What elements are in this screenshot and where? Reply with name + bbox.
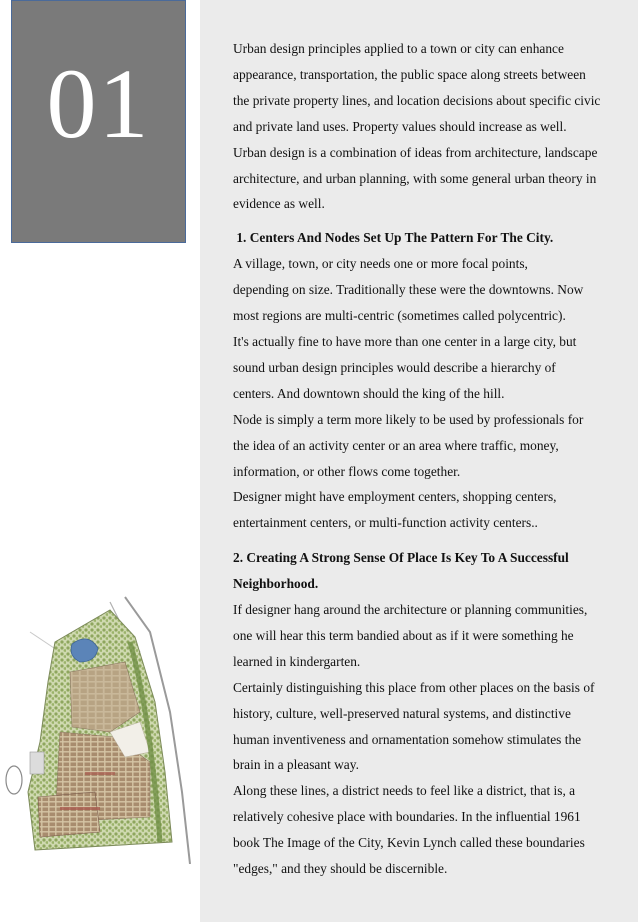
body-line: Node is simply a term more likely to be used by professionals for bbox=[233, 411, 584, 427]
body-line: the idea of an activity center or an area where traffic, money, bbox=[233, 437, 559, 453]
page-number-box bbox=[11, 0, 186, 243]
section-heading: 2. Creating A Strong Sense Of Place Is Key To A Successful bbox=[233, 550, 569, 566]
intro-paragraph bbox=[233, 36, 633, 217]
body-line: entertainment centers, or multi-function activity centers.. bbox=[233, 515, 538, 531]
article-text bbox=[233, 36, 633, 882]
body-line: If designer hang around the architecture or planning communities, bbox=[233, 602, 588, 618]
body-line: brain in a pleasant way. bbox=[233, 757, 359, 773]
body-line: depending on size. Traditionally these were the downtowns. Now bbox=[233, 282, 584, 298]
section-heading: 1. Centers And Nodes Set Up The Pattern For The City. bbox=[233, 230, 554, 246]
body-line: human inventiveness and ornamentation somehow stimulates the bbox=[233, 731, 582, 747]
intro-line: Urban design is a combination of ideas from architecture, landscape bbox=[233, 144, 598, 160]
body-line: Certainly distinguishing this place from other places on the basis of bbox=[233, 679, 595, 695]
body-line: centers. And downtown should the king of the hill. bbox=[233, 385, 505, 401]
intro-line: architecture, and urban planning, with some general urban theory in bbox=[233, 170, 597, 186]
section-heading: Neighborhood. bbox=[233, 576, 319, 592]
body-line: Designer might have employment centers, shopping centers, bbox=[233, 489, 557, 505]
body-line: book The Image of the City, Kevin Lynch called these boundaries bbox=[233, 835, 585, 851]
intro-line: evidence as well. bbox=[233, 196, 325, 212]
body-line: relatively cohesive place with boundaries. In the influential 1961 bbox=[233, 809, 581, 825]
body-line: sound urban design principles would describe a hierarchy of bbox=[233, 359, 556, 375]
body-line: A village, town, or city needs one or more focal points, bbox=[233, 256, 528, 272]
intro-line: and private land uses. Property values should increase as well. bbox=[233, 118, 567, 134]
body-line: history, culture, well-preserved natural systems, and distinctive bbox=[233, 705, 571, 721]
body-line: "edges," and they should be discernible. bbox=[233, 861, 448, 877]
body-line: most regions are multi-centric (sometimes called polycentric). bbox=[233, 308, 566, 324]
section-sense-of-place bbox=[233, 545, 633, 882]
body-line: Along these lines, a district needs to feel like a district, that is, a bbox=[233, 783, 576, 799]
body-line: one will hear this term bandied about as if it were something he bbox=[233, 627, 574, 643]
site-plan-illustration bbox=[0, 592, 200, 864]
intro-line: the private property lines, and location decisions about specific civic bbox=[233, 92, 601, 108]
body-line: It's actually fine to have more than one center in a large city, but bbox=[233, 333, 577, 349]
body-line: learned in kindergarten. bbox=[233, 653, 361, 669]
intro-line: appearance, transportation, the public space along streets between bbox=[233, 66, 586, 82]
intro-line: Urban design principles applied to a town or city can enhance bbox=[233, 41, 564, 56]
page-number: 01 bbox=[46, 47, 151, 159]
body-line: information, or other flows come together. bbox=[233, 463, 461, 479]
section-centers-and-nodes bbox=[233, 225, 633, 536]
